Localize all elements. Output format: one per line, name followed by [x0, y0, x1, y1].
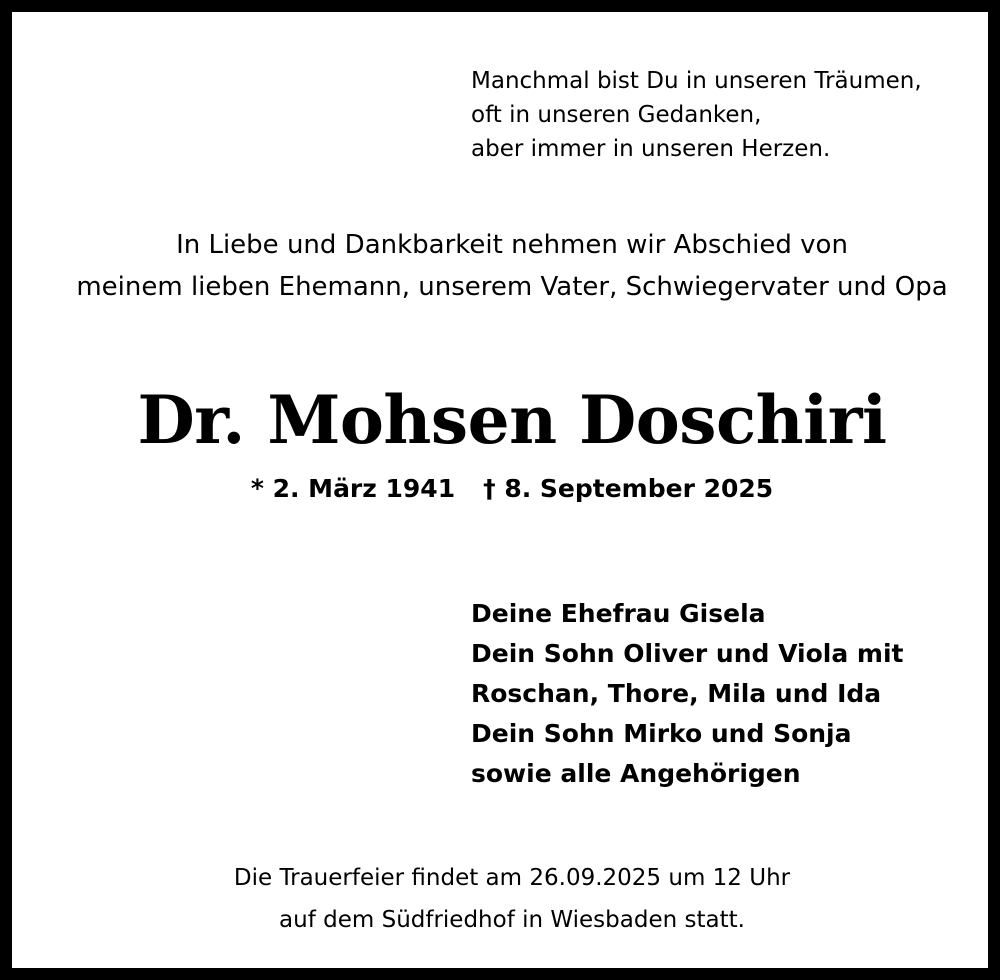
service-line-1: Die Trauerfeier findet am 26.09.2025 um 12 Uhr	[233, 865, 791, 891]
service-line-2: auf dem Südfriedhof in Wiesbaden statt.	[279, 907, 745, 933]
family-line-4: Dein Sohn Mirko und Sonja	[471, 719, 852, 748]
deceased-name: Dr. Mohsen Doschiri	[137, 381, 887, 459]
family-line-5: sowie alle Angehörigen	[471, 759, 801, 788]
family-line-3: Roschan, Thore, Mila und Ida	[471, 679, 882, 708]
death-date: † 8. September 2025	[483, 474, 774, 503]
birth-date: * 2. März 1941	[250, 474, 456, 503]
family-line-1: Deine Ehefrau Gisela	[471, 599, 766, 628]
quote-line-1: Manchmal bist Du in unseren Träumen,	[471, 68, 922, 94]
intro-line-2: meinem lieben Ehemann, unserem Vater, Schwiegervater und Opa	[76, 272, 948, 302]
life-dates	[12, 471, 1000, 507]
quote-line-3: aber immer in unseren Herzen.	[471, 136, 831, 162]
intro-line-1: In Liebe und Dankbarkeit nehmen wir Abschied von	[176, 230, 848, 260]
quote-line-2: oft in unseren Gedanken,	[471, 102, 762, 128]
family-line-2: Dein Sohn Oliver und Viola mit	[471, 639, 904, 668]
